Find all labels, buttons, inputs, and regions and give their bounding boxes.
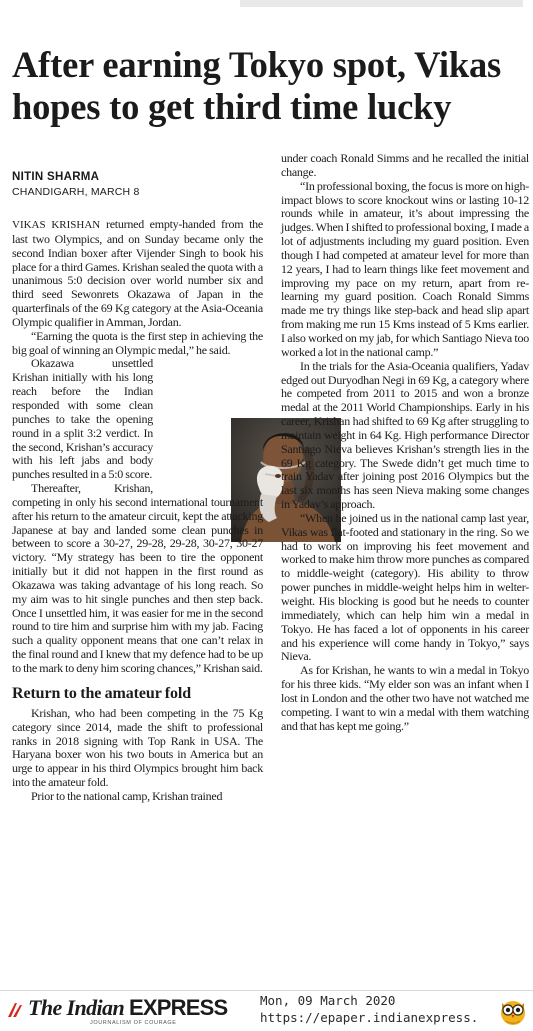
article-column-right <box>281 152 529 733</box>
paragraph: Krishan, who had been competing in the 75 Kg category since 2014, made the shift to professional ranks in 2018 signing with Top Rank in USA. The Haryana boxer won his two bouts in America but an urge to appear in his third Olympics brought him back into the amateur fold. <box>12 705 263 790</box>
logo-wordmark-bold: EXPRESS <box>129 995 228 1020</box>
logo-wordmark <box>28 995 227 1021</box>
epaper-url[interactable]: https://epaper.indianexpress. <box>260 1010 479 1025</box>
paragraph: Prior to the national camp, Krishan trained <box>31 788 223 803</box>
lead-cap: VIKAS KRISHAN <box>12 219 101 231</box>
paragraph: “In professional boxing, the focus is more on high-impact blows to score knockout wins or lasting 10-12 rounds while in amateur, it’s about impressing the judges. When I shifted to professional boxing, I made a lot of adjustments including my guard position. Even though I had competed at amateur level for more than 12 years, I had to learn things like feet movement and improving my pace on my return, apart from re-learning my guard position. Coach Ronald Simms made me try things like step-back and head slip apart from making me run 15 Kms instead of 5 Kms earlier. I also worked on my jab, for which Santiago Nieva too worked a lot in the national camp.” <box>281 178 529 359</box>
byline-dateline: CHANDIGARH, MARCH 8 <box>12 186 140 198</box>
epaper-footer <box>0 990 533 1031</box>
paragraph-lead <box>12 218 263 330</box>
photo-wrap-spacer <box>159 359 263 487</box>
paragraph: “When he joined us in the national camp last year, Vikas was flat-footed and stationary in the ring. So we had to work on improving his feet movement and worked to make him throw more punches as compared to middle-weight (category). His ability to throw power punches in middle-weight helps him in welter-weight. His blocking is good but he needs to counter immediately, which can help him win a medal in Tokyo. He has faced a lot of opponents in his career and his experience will come handy in Tokyo,” says Nieva. <box>281 510 529 664</box>
viewer-tab-strip <box>240 0 523 7</box>
owl-mascot-icon <box>498 994 528 1026</box>
article-column-left <box>12 218 263 804</box>
edition-date: Mon, 09 March 2020 <box>260 993 396 1008</box>
byline-author: NITIN SHARMA <box>12 171 100 183</box>
paragraph-lead-text: returned empty-handed from the last two Olympics, and on Sunday became only the second Indian boxer after Vijender Singh to book his place for a third Games. Krishan sealed the quota with a unanimous 5:0 decision over world number six and third seed Sewonrets Okazawa of Japan in the quarterfinals of the 69 Kg category at the Asia-Oceania Olympic qualifier in Amman, Jordan. <box>12 217 263 329</box>
paragraph: Thereafter, Krishan, competing in only his second international tournament after his return to the amateur circuit, kept the attacking Japanese at bay and landed some clean punches in between to score a 30-27, 29-28, 29-28, 30-27, 30-27 victory. “My strategy has been to tire the opponent initially but it did not happen in the first round as Okazawa was taking advantage of his long reach. So my aim was to hit single punches and then step back. Once I unsettled him, it was easier for me in the second round to tire him and surprise him with my jab. Facing such a quality opponent means that one can’t relax in the final round and I knew that my defence had to be up to the mark to deny him scoring chances,” Krishan said. <box>12 481 263 675</box>
article-headline: After earning Tokyo spot, Vikas hopes to get third time lucky <box>12 44 502 127</box>
paragraph: As for Krishan, he wants to win a medal in Tokyo for his three kids. “My elder son was an infant when I lost in London and the other two have not watched me competing. I want to win a medal with them watching and that has kept me going.” <box>281 663 529 733</box>
paragraph: Okazawa unsettled Krishan initially with his long reach before the Indian responded with some clean punches to take the opening round in a split 3:2 verdict. In the second, Krishan’s accuracy with his left jabs and body punches resulted in a 5:0 score. <box>12 356 153 482</box>
footer-divider <box>0 990 533 991</box>
paragraph: under coach Ronald Simms and he recalled the initial change. <box>281 151 529 179</box>
section-subhead: Return to the amateur fold <box>12 684 192 702</box>
express-swoosh-icon <box>6 1001 24 1019</box>
paragraph: “Earning the quota is the first step in achieving the big goal of winning an Olympic medal,” he said. <box>12 328 263 357</box>
viewer-top-bar <box>0 0 533 9</box>
logo-tagline: JOURNALISM OF COURAGE <box>90 1020 177 1026</box>
logo-wordmark-italic: The Indian <box>28 995 125 1020</box>
paragraph: In the trials for the Asia-Oceania qualifiers, Yadav edged out Duryodhan Negi in 69 Kg, a category where he competed from 2011 to 2015 and won a bronze medal at the 2011 World Championships. Early in his career, Krishan had shifted to 69 Kg after struggling to maintain weight in 64 Kg. High performance Director Santiago Nieva believes Krishan’s strength lies in the 69 Kg category. The Swede didn’t get much time to train Yadav after joining post 2016 Olympics but the last six months has seen Nieva making some changes in Yadav’s approach. <box>281 358 529 512</box>
